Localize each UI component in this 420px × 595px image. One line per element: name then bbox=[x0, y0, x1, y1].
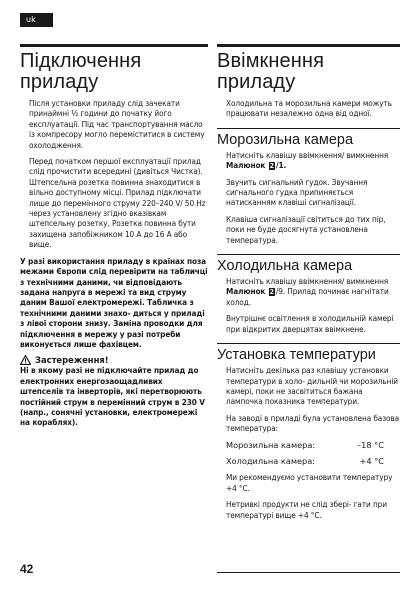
page-number: 42 bbox=[20, 562, 34, 576]
subsection-rule bbox=[217, 343, 400, 344]
heading-freezer: Морозильна камера bbox=[217, 131, 354, 148]
paragraph-factory-setting: На заводі в приладі була установлена базова температура: bbox=[226, 412, 400, 434]
warning-header bbox=[20, 355, 208, 365]
heading-fridge: Холодильна камера bbox=[217, 258, 353, 275]
warning-title: Застереження! bbox=[35, 355, 109, 366]
heading-temperature: Установка температури bbox=[217, 347, 376, 364]
bottom-rule bbox=[217, 572, 400, 573]
fridge-temp-row bbox=[217, 456, 400, 466]
freezer-temp-value: –18 °C bbox=[357, 439, 384, 450]
freezer-temp-row bbox=[217, 440, 400, 450]
figure-reference: Малюнок bbox=[226, 286, 266, 297]
fridge-temp-label: Холодильна камера: bbox=[226, 455, 316, 466]
freezer-temp-label: Морозильна камера: bbox=[226, 439, 316, 450]
warning-text: Ні в якому разі не підключайте прилад до електронних енергозаощадливих штепселів та інверторів, які перетворюють постійний струм в перемінний струм в 230 V (напр., сонячні установки, електромережі на кораблях). bbox=[20, 365, 205, 428]
paragraph-independent: Холодильна та морозильна камери можуть працювати незалежно одна від одної. bbox=[226, 98, 392, 119]
text-fragment: Натисніть клавішу ввімкнення/ вимкнення bbox=[226, 276, 389, 287]
paragraph-outside-europe: У разі використання приладу в країнах поза межами Європи слід перевірити на табличці з технічними даними, чи відповідають задана напруга в мережі та вид струму даним Вашої електромережі. Табличка з технічними даними знахо- диться у приладі з лівої сторони знизу. Заміна проводки для підключення в мережу у разі потреби виконується лише фахівцем. bbox=[20, 255, 208, 349]
figure-item: /9. Прилад починає нагнітати холод. bbox=[226, 286, 389, 307]
subsection-rule bbox=[217, 254, 400, 255]
paragraph-temp-button: Натисніть декілька раз клавішу установки температури в холо- дильній чи морозильній камері, поки не засвітиться бажана лампочка показника температури. bbox=[226, 365, 398, 407]
language-tab: uk bbox=[20, 13, 53, 27]
figure-badge: 2 bbox=[269, 288, 274, 297]
warning-triangle-icon bbox=[20, 355, 31, 365]
paragraph-wait-time: Після установки приладу слід зачекати принаймні ½ години до початку його експлуатації. Під час транспортування масло із компресору могло переміститися в систему охолодження. bbox=[29, 98, 205, 150]
section-rule bbox=[20, 44, 208, 47]
subsection-rule bbox=[217, 128, 400, 129]
paragraph-interior-light: Внутрішнє освітлення в холодильній камері при відкритих дверцятах ввімкнене. bbox=[226, 313, 394, 334]
paragraph-power-requirements: Перед початком першої експлуатації прилад слід прочистити всередині (дивіться Чистка). Штепсельна розетка повинна знаходитися в вільно доступному місці. Прилад підключати лише до перемінного струму 220–240 V/ 50 Hz через установлену згідно вказівкам штепсельну розетку. Розетка повинна бути захищена запобіжником 10 А до 16 А або вище. bbox=[29, 156, 206, 250]
right-column bbox=[217, 44, 400, 526]
figure-item: /1. bbox=[275, 160, 287, 171]
paragraph-freezer-switch bbox=[217, 150, 400, 171]
paragraph-alarm-light: Клавіша сигналізації світиться до тих пір, поки не буде досягнута установлена температура. bbox=[226, 213, 386, 245]
paragraph-perishable: Нетривкі продукти не слід збері- гати при температурі вище +4 °C. bbox=[226, 499, 387, 520]
figure-reference: Малюнок bbox=[226, 160, 266, 171]
section-rule bbox=[217, 44, 400, 47]
section-title-connection: Підключення приладу bbox=[20, 50, 142, 93]
left-column bbox=[20, 44, 208, 434]
paragraph-recommended: Ми рекомендуємо установити температуру +4 °C. bbox=[226, 472, 393, 493]
fridge-temp-value: +4 °C bbox=[359, 455, 384, 466]
text-fragment: Натисніть клавішу ввімкнення/ вимкнення bbox=[226, 149, 389, 160]
paragraph-fridge-switch bbox=[217, 276, 400, 307]
section-title-switch-on: Ввімкнення приладу bbox=[217, 50, 324, 93]
figure-badge: 2 bbox=[269, 162, 274, 171]
paragraph-alarm: Звучить сигнальний гудок. Звучання сигнального гудка припиняється натисканням клавіші сигналізації. bbox=[226, 176, 368, 208]
